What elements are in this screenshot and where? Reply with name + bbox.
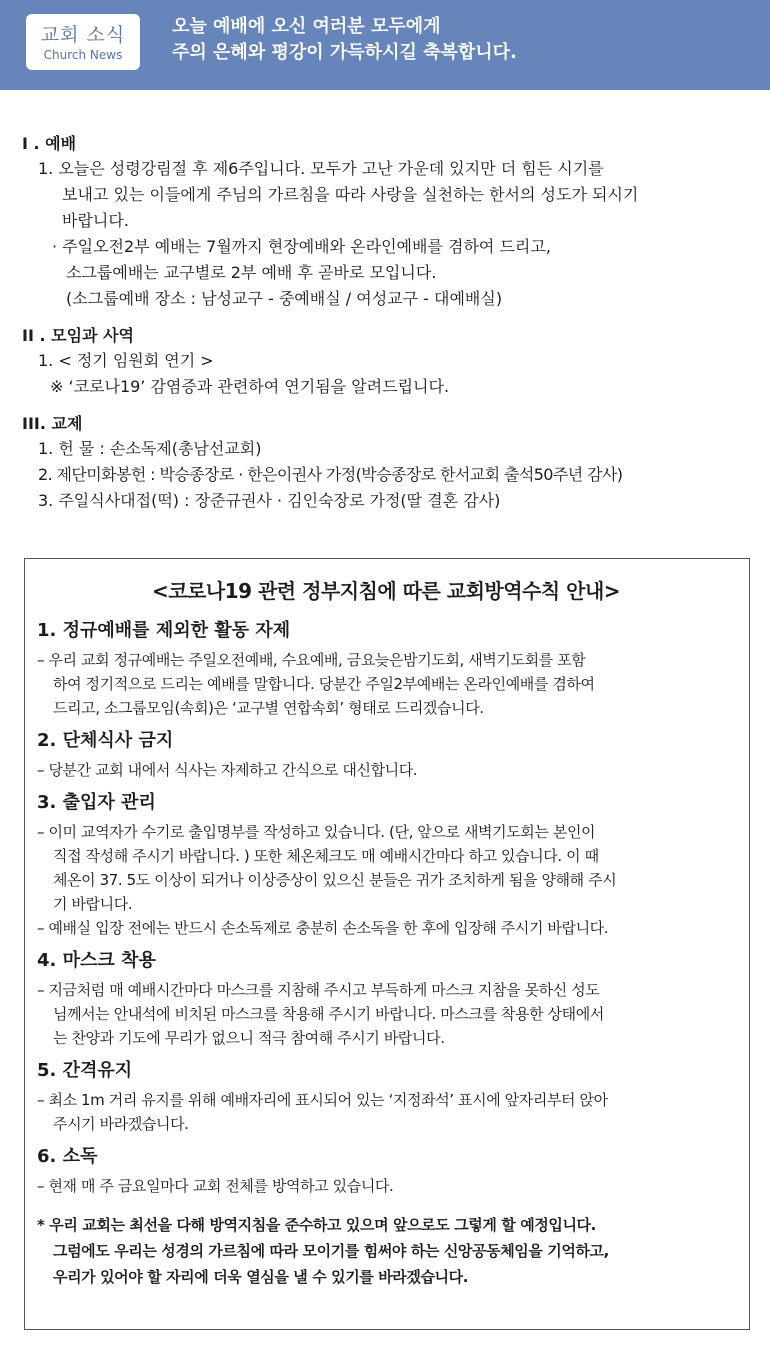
text-line: * 우리 교회는 최선을 다해 방역지침을 준수하고 있으며 앞으로도 그렇게 할 예정입니다. <box>37 1216 596 1234</box>
notice-item <box>37 1058 735 1136</box>
notice-title: <코로나19 관련 정부지침에 따른 교회방역수칙 안내> <box>151 579 621 603</box>
section-fellowship <box>22 412 752 514</box>
text-line: 님께서는 안내석에 비치된 마스크를 착용해 주시기 바랍니다. 마스크를 착용한 상태에서 <box>53 1005 604 1023</box>
section-title: I . 예배 <box>22 134 77 153</box>
notice-item <box>37 948 735 1050</box>
greeting-message <box>172 14 517 66</box>
text-line: 하여 정기적으로 드리는 예배를 말합니다. 당분간 주일2부예배는 온라인예배를 겸하여 <box>53 675 595 693</box>
header-banner <box>0 0 770 90</box>
text-line: 보내고 있는 이들에게 주님의 가르침을 따라 사랑을 실천하는 한서의 성도가 되시기 <box>62 185 639 204</box>
covid-notice-box <box>24 558 750 1330</box>
text-line: 1. 헌 물 : 손소독제(총남선교회) <box>38 439 262 458</box>
text-line: · 주일오전2부 예배는 7월까지 현장예배와 온라인예배를 겸하여 드리고, <box>52 237 551 256</box>
text-line: – 이미 교역자가 수기로 출입명부를 작성하고 있습니다. (단, 앞으로 새벽기도회는 본인이 <box>37 823 596 841</box>
notice-item-title: 3. 출입자 관리 <box>37 792 156 813</box>
text-line: 3. 주일식사대접(떡) : 장준규권사 · 김인숙장로 가정(딸 결혼 감사) <box>38 491 501 510</box>
logo-english: Church News <box>43 48 123 62</box>
greeting-line: 주의 은혜와 평강이 가득하시길 축복합니다. <box>172 42 517 63</box>
text-line: 직접 작성해 주시기 바랍니다. ) 또한 체온체크도 매 예배시간마다 하고 있습니다. 이 때 <box>53 847 599 865</box>
greeting-line: 오늘 예배에 오신 여러분 모두에게 <box>172 16 441 37</box>
text-line: 소그룹예배는 교구별로 2부 예배 후 곧바로 모입니다. <box>66 263 437 282</box>
notice-item <box>37 1144 735 1198</box>
notice-item-title: 6. 소독 <box>37 1146 98 1167</box>
text-line: 1. 오늘은 성령강림절 후 제6주입니다. 모두가 고난 가운데 있지만 더 힘든 시기를 <box>38 159 604 178</box>
text-line: 체온이 37. 5도 이상이 되거나 이상증상이 있으신 분들은 귀가 조치하게 됨을 양해해 주시 <box>53 871 617 889</box>
notice-item <box>37 618 735 720</box>
text-line: 1. < 정기 임원회 연기 > <box>38 351 214 370</box>
section-title: III. 교제 <box>22 414 83 433</box>
text-line: 그럼에도 우리는 성경의 가르침에 따라 모이기를 힘써야 하는 신앙공동체임을 기억하고, <box>53 1242 609 1260</box>
section-worship <box>22 132 752 312</box>
text-line: – 지금처럼 매 예배시간마다 마스크를 지참해 주시고 부득하게 마스크 지참을 못하신 성도 <box>37 981 600 999</box>
text-line: 는 찬양과 기도에 무리가 없으니 적극 참여해 주시기 바랍니다. <box>53 1029 445 1047</box>
text-line: – 우리 교회 정규예배는 주일오전예배, 수요예배, 금요늦은밤기도회, 새벽기도회를 포함 <box>37 651 586 669</box>
text-line: – 현재 매 주 금요일마다 교회 전체를 방역하고 있습니다. <box>37 1177 394 1195</box>
text-line: 드리고, 소그룹모임(속회)은 ‘교구별 연합속회’ 형태로 드리겠습니다. <box>53 699 484 717</box>
closing-message <box>37 1212 735 1290</box>
text-line: (소그룹예배 장소 : 남성교구 - 중예배실 / 여성교구 - 대예배실) <box>66 289 503 308</box>
text-line: – 당분간 교회 내에서 식사는 자제하고 간식으로 대신합니다. <box>37 761 418 779</box>
text-line: ※ ‘코로나19’ 감염증과 관련하여 연기됨을 알려드립니다. <box>50 377 450 396</box>
notice-item-title: 4. 마스크 착용 <box>37 950 156 971</box>
logo-korean: 교회 소식 <box>40 24 126 46</box>
text-line: 우리가 있어야 할 자리에 더욱 열심을 낼 수 있기를 바라겠습니다. <box>53 1268 469 1286</box>
news-content <box>22 132 752 526</box>
section-title: II . 모임과 사역 <box>22 326 134 345</box>
notice-item-title: 2. 단체식사 금지 <box>37 730 174 751</box>
text-line: 2. 제단미화봉헌 : 박승종장로 · 한은이권사 가정(박승종장로 한서교회 출석50주년 감사) <box>38 465 623 484</box>
notice-item-title: 1. 정규예배를 제외한 활동 자제 <box>37 620 291 641</box>
notice-item-title: 5. 간격유지 <box>37 1060 133 1081</box>
text-line: 주시기 바라겠습니다. <box>53 1115 189 1133</box>
text-line: 기 바랍니다. <box>53 895 133 913</box>
section-meetings <box>22 324 752 400</box>
text-line: – 예배실 입장 전에는 반드시 손소독제로 충분히 손소독을 한 후에 입장해 주시기 바랍니다. <box>37 919 609 937</box>
notice-item <box>37 728 735 782</box>
church-news-logo <box>26 14 140 70</box>
text-line: – 최소 1m 거리 유지를 위해 예배자리에 표시되어 있는 ‘지정좌석’ 표시에 앞자리부터 앉아 <box>37 1091 608 1109</box>
text-line: 바랍니다. <box>62 211 129 230</box>
notice-item <box>37 790 735 940</box>
